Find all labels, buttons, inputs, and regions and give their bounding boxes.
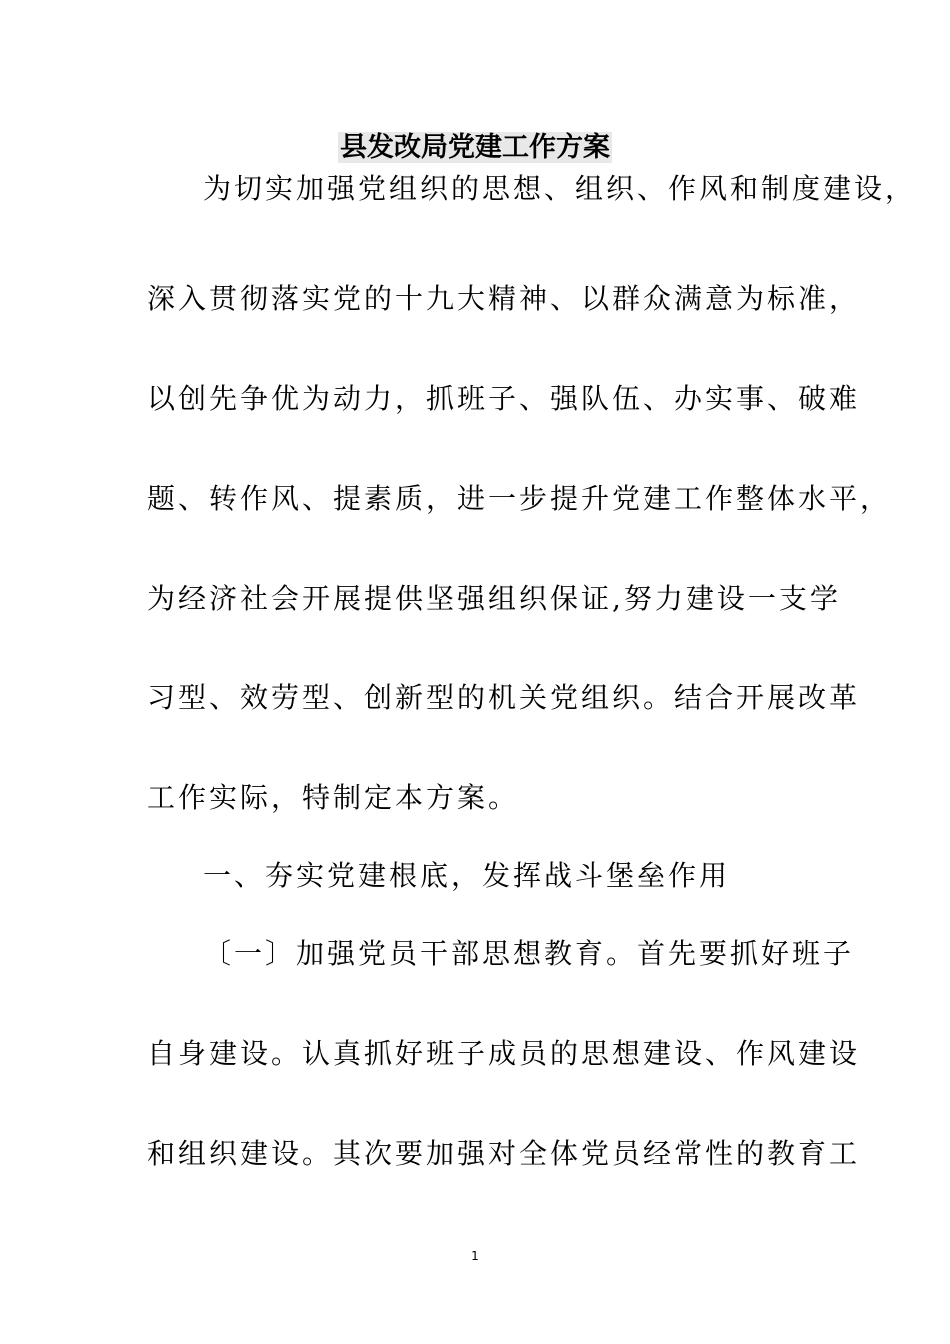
paragraph-line: 〔一〕加强党员干部思想教育。首先要抓好班子 bbox=[203, 937, 855, 970]
paragraph-line: 为经济社会开展提供坚强组织保证,努力建设一支学 bbox=[147, 582, 841, 615]
paragraph-line: 为切实加强党组织的思想、组织、作风和制度建设， bbox=[203, 172, 917, 205]
document-title: 县发改局党建工作方案 bbox=[340, 132, 610, 163]
section-heading: 一、夯实党建根底，发挥战斗堡垒作用 bbox=[203, 859, 731, 892]
paragraph-line: 深入贯彻落实党的十九大精神、以群众满意为标准， bbox=[147, 282, 861, 315]
paragraph-line: 工作实际，特制定本方案。 bbox=[147, 781, 520, 814]
paragraph-line: 以创先争优为动力，抓班子、强队伍、办实事、破难 bbox=[147, 382, 861, 415]
paragraph-line: 自身建设。认真抓好班子成员的思想建设、作风建设 bbox=[147, 1037, 861, 1070]
paragraph-line: 和组织建设。其次要加强对全体党员经常性的教育工 bbox=[147, 1137, 861, 1170]
page-number: 1 bbox=[471, 1249, 479, 1263]
paragraph-line: 习型、效劳型、创新型的机关党组织。结合开展改革 bbox=[147, 681, 861, 714]
paragraph-line: 题、转作风、提素质，进一步提升党建工作整体水平， bbox=[147, 482, 892, 515]
